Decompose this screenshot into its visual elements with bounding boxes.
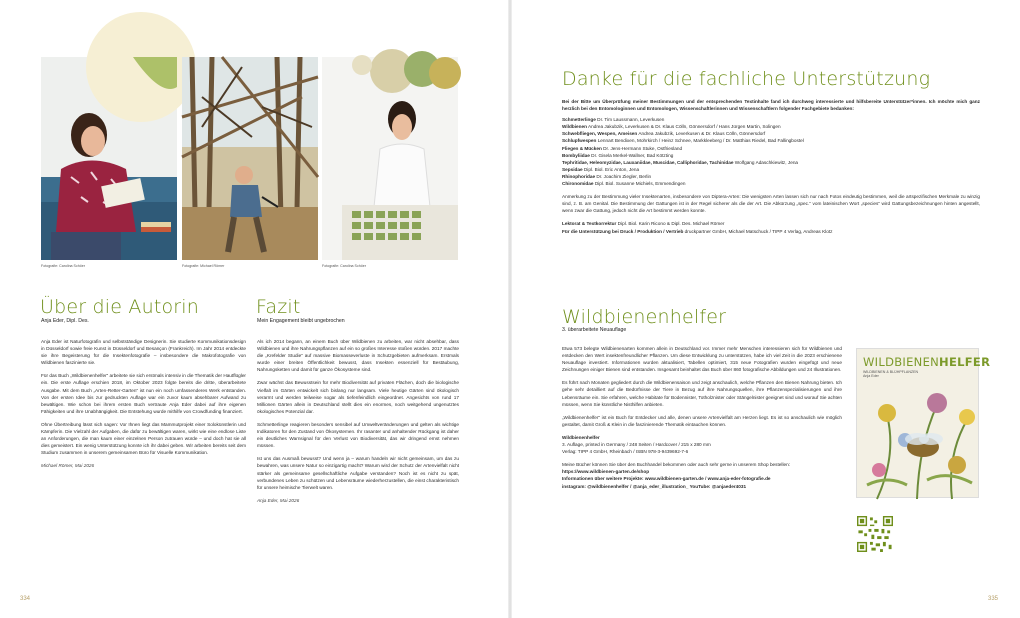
about-paragraph: Anja Eder ist Naturfotografin und selbstständige Designerin. Sie studierte Kommunikationsdesign in Düsseldorf sowie freie Kunst in Düsseldorf und Besançon (Frankreich). Im Jahr 2014 entdeckte sie ihre Begeisterung für die Insektenfotografie – insbesondere die Makrofotografie von Wildbienen faszinierte sie. — [41, 339, 246, 366]
helper-paragraph: „Wildbienenhelfer“ ist ein Buch für Entdecker und alle, denen unsere Artenvielfalt am Herzen liegt. Es ist so anschaulich wie möglich gestaltet, damit Groß & Klein in die faszinierende Thematik eintauchen können. — [562, 414, 842, 427]
thanks-body — [562, 98, 980, 235]
thanks-heading: Danke für die fachliche Unterstützung — [562, 68, 931, 90]
thanks-note: Anmerkung zu der Bestimmung vieler Insektenarten, insbesondere von Diptera-Arten: Die wenigsten Arten lassen sich nur nach Fotos eindeutig bestimmen, weil die artspezifischen Merkmale zu winzig sind, z. B. am Genital. Die Bestimmung der Gattungen ist in der Regel sicherer als die der Art. Die Abkürzung „spec.“ vom lateinischen Wort „species“ wird Gattungsbezeichnungen hinten angestellt, wenn zwar die Gattung, jedoch nicht die Art bestimmt werden konnte. — [562, 194, 980, 214]
fazit-heading: Fazit — [256, 296, 301, 318]
about-paragraph: Für das Buch „Wildbienenhelfer“ arbeitete sie sich erstmals intensiv in die Thematik der Hautflügler ein. Die erste Auflage erschien 2018, im Oktober 2023 folgte bereits die dritte, überarbeitete Ausgabe. Mit dem Buch „Arten-Retter-Garten“ ist nun ein noch umfassenderes Werk entstanden. Von der ersten Idee bis zur gedruckten Auflage war ein zuvor kaum absehbarer Aufwand zu bewältigen. Wie schon bei ihrem ersten Buch vertraute Anja Eder dabei auf ihre eigenen Fähigkeiten und ihre Unabhängigkeit. Die Entstehung wurde mithilfe von Crowdfunding finanziert. — [41, 373, 246, 414]
page-number-left: 334 — [20, 596, 31, 602]
about-heading: Über die Autorin — [40, 296, 200, 318]
thanks-entry: Sepsidae Dipl. Biol. Eric Anton, Jena — [562, 166, 640, 172]
fazit-body — [257, 338, 459, 510]
book-details-line: 3. Auflage, printed in Germany / 248 Seiten / Hardcover / 215 x 280 mm — [562, 442, 711, 448]
shop-link[interactable]: https://www.wildbienen-garten.de/shop — [562, 469, 650, 475]
about-body — [41, 338, 246, 476]
photo-credit-2: Fotografie: Michael Römer — [182, 264, 225, 268]
thanks-list — [562, 116, 980, 187]
thanks-entry: Bombyliidae Dr. Gisela Merkel-Wallner, Bad Kötzting — [562, 152, 674, 158]
helper-paragraph: Etwa 573 belegte Wildbienenarten kommen allein in Deutschland vor. Immer mehr Menschen interessieren sich für Wildbienen und entdecken den Wert insektenfreundlicher Pflanzen. Um diese Entwicklung zu unterstützen, habe ich viel Zeit in die 2023 erschienene Neuauflage investiert. Informationen wurden aktualisiert, Tabellen optimiert, 315 neue Fotografien wurden eingefügt und neue Zeichnungen einiger Bienen sind entstanden. Insgesamt beinhaltet das Buch über 860 fotografische Abbildungen und 24 Illustrationen. — [562, 346, 842, 373]
cover-title: WILDBIENENHELFER — [863, 355, 991, 369]
book-details-title: Wildbienenhelfer — [562, 434, 600, 440]
thanks-entry: Schlupfwespen Lennart Bendixen, Mohrkirch / Heinz Schnee, Markkleeberg / Dr. Matthias Riedel, Bad Fallingbostel — [562, 138, 804, 144]
photo-author-table — [322, 57, 458, 260]
thanks-entry: Tephritidae, Heleomyzidae, Lauxaniidae, Muscidae, Calliphoridae, Tachinidae Wolfgang Adaschkiewitz, Jena — [562, 159, 799, 165]
projects-links[interactable]: Informationen über weitere Projekte: www.wildbienen-garten.de / www.anja-eder-fotografie.de — [562, 476, 771, 482]
about-subtitle: Anja Eder, Dipl. Des. — [41, 318, 89, 324]
about-paragraph: Ohne Übertreibung lässt sich sagen: Vor Ihnen liegt das Mammutprojekt einer Solokünstlerin und Kämpferin. Die Vielzahl der Aufgaben, die dafür zu bewältigen waren, wirkt wie eine endlose Liste an Anforderungen, die man kaum einer einzelnen Person zutrauen würde – und doch hat sie all dies gemeistert. Ein wenig Unterstützung konnte ich ihr dabei geben. Wir arbeiten bereits seit dem Studium zusammen in unserem gemeinsamen Büro für Visuelle Kommunikation. — [41, 421, 246, 456]
qr-code[interactable] — [857, 516, 893, 552]
helper-paragraph: Es führt nach Monaten gegliedert durch die Wildbienensaison und zeigt anschaulich, welche Pflanzen den Bienen Nahrung bieten. Ich gehe sehr detailliert auf die Bedürfnisse der Tiere in Bezug auf ihre Nahrungsquellen, ihre Pflanzenspezialisierungen und ihre Lebensräume ein. Sie erfahren, welche Habitate für Bodennister, Totholznister oder Stängelnister geeignet sind und worauf Sie achten müssen, wenn Sie künstliche Nisthilfen anbieten. — [562, 380, 842, 407]
fazit-paragraph: Schmetterlinge reagieren besonders sensibel auf Umweltveränderungen und gelten als wichtige Indikatoren für den Zustand von Ökosystemen. Ihr rasanter und anhaltender Rückgang ist daher ein deutliches Warnsignal für den Verlust von Biodiversität, das wir dringend ernst nehmen müssen. — [257, 421, 459, 449]
thanks-entry: Schwebfliegen, Wespen, Ameisen Andrea Jakubzik, Leverkusen & Dr. Klaus Cölln, Gönnersdorf — [562, 131, 766, 137]
fazit-paragraph: Ist uns das Ausmaß bewusst? Und wenn ja – warum handeln wir nicht gemeinsam, um das zu bewahren, was unsere Natur so einzigartig macht? Warum wird der Schutz der Artenvielfalt nicht stärker als gemeinsame gesellschaftliche Aufgabe verstanden? Noch ist es nicht zu spät, verbundenes Leben zu schützen und Lebensräume wiederherzustellen, die einst charakteristisch für unsere heimische Tierwelt waren. — [257, 456, 459, 490]
book-gutter — [508, 0, 512, 618]
photo-credit-1: Fotografie: Carolina Schöer — [41, 264, 85, 268]
social-links[interactable]: instagram: @wildbienenhelfer / @anja_eder_illustration_ YouTube: @anjaeder4031 — [562, 483, 747, 489]
thanks-intro: Bei der Bitte um Überprüfung meiner Bestimmungen und der entsprechenden Textinhalte fand ich durchweg interessierte und hilfsbereite Unterstützer*innen. Ich möchte mich ganz herzlich bei den Entomologinnen und Entomologen, Wissenschaftlerinnen und Wissenschaftlern folgender Fachgebiete bedanken: — [562, 99, 980, 112]
fazit-paragraph: Als ich 2014 begann, an einem Buch über Wildbienen zu arbeiten, war nicht absehbar, dass Wildbienen und ihre Nahrungspflanzen auf ein so großes Interesse stoßen würden. 2017 machte die „Krefelder Studie“ auf massive Biomasseverluste in Schutzgebieten aufmerksam. Erstmals wurde einer breiten Öffentlichkeit bewusst, dass Insekten essenziell für Bestäubung, Nahrungsketten und damit für ganze Ökosysteme sind. — [257, 339, 459, 373]
fazit-subtitle: Mein Engagement bleibt ungebrochen — [257, 318, 345, 324]
cover-subtitle: WILDBIENEN & BLÜHPFLANZEN Anja Eder — [863, 370, 919, 379]
cover-illustration — [857, 385, 980, 499]
helper-subtitle: 3. überarbeitete Neuauflage — [562, 327, 627, 333]
thanks-entry: Chironomidae Dipl. Biol. Susanne Michiels, Emmendingen — [562, 181, 686, 187]
thanks-entry: Rhinophoridae Dr. Joachim Ziegler, Berlin — [562, 173, 652, 179]
book-details — [562, 434, 842, 455]
book-cover — [856, 348, 991, 498]
credit-entry: Für die Unterstützung bei Druck / Produktion / Vertrieb druckpartner GmbH, Michael Matschuck / TIPP 4 Verlag, Andreas Klotz — [562, 228, 833, 234]
thanks-entry: Wildbienen Andrea Jakubzik, Leverkusen & Dr. Klaus Cölln, Gönnersdorf / Hans Jürgen Martin, Solingen — [562, 124, 781, 130]
photo-author-reading — [41, 57, 177, 260]
photo-credit-3: Fotografie: Carolina Schöer — [322, 264, 366, 268]
helper-heading: Wildbienenhelfer — [562, 306, 727, 328]
fazit-signature: Anja Eder, Mai 2026 — [257, 497, 300, 503]
shop-info: Meine Bücher können Sie über den Buchhandel bekommen oder auch sehr gerne in unserem Shop bestellen: — [562, 462, 791, 468]
thanks-entry: Fliegen & Mücken Dr. Jens-Hermann Stuke, Ostfriesland — [562, 145, 683, 151]
photo-author-forest — [182, 57, 318, 260]
thanks-entry: Schmetterlinge Dr. Tim Laussmann, Leverkusen — [562, 117, 665, 123]
helper-body — [562, 345, 842, 490]
book-details-line: Verlag: TIPP 4 GmbH, Rheinbach / ISBN 978-3-9439692-7-6 — [562, 449, 689, 455]
about-signature: Michael Römer, Mai 2026 — [41, 463, 95, 469]
fazit-paragraph: Zwar wächst das Bewusstsein für mehr Biodiversität auf privaten Flächen, doch die biologische Vielfalt im Gärten entwickelt sich bislang nur langsam. Viele heutige Gärten sind ökologisch verarmt und werden teilweise sogar als tiefenfeindlich eingeordnet. Angesichts von rund 17 Millionen Gärten allein in Deutschland stellt dies ein enormes, noch weitgehend ungenutztes ökologisches Potenzial dar. — [257, 380, 459, 414]
credit-entry: Lektorat & Textkorrektur Dipl. Biol. Karin Ricono & Dipl. Des. Michael Römer — [562, 221, 725, 227]
page-number-right: 335 — [988, 596, 999, 602]
